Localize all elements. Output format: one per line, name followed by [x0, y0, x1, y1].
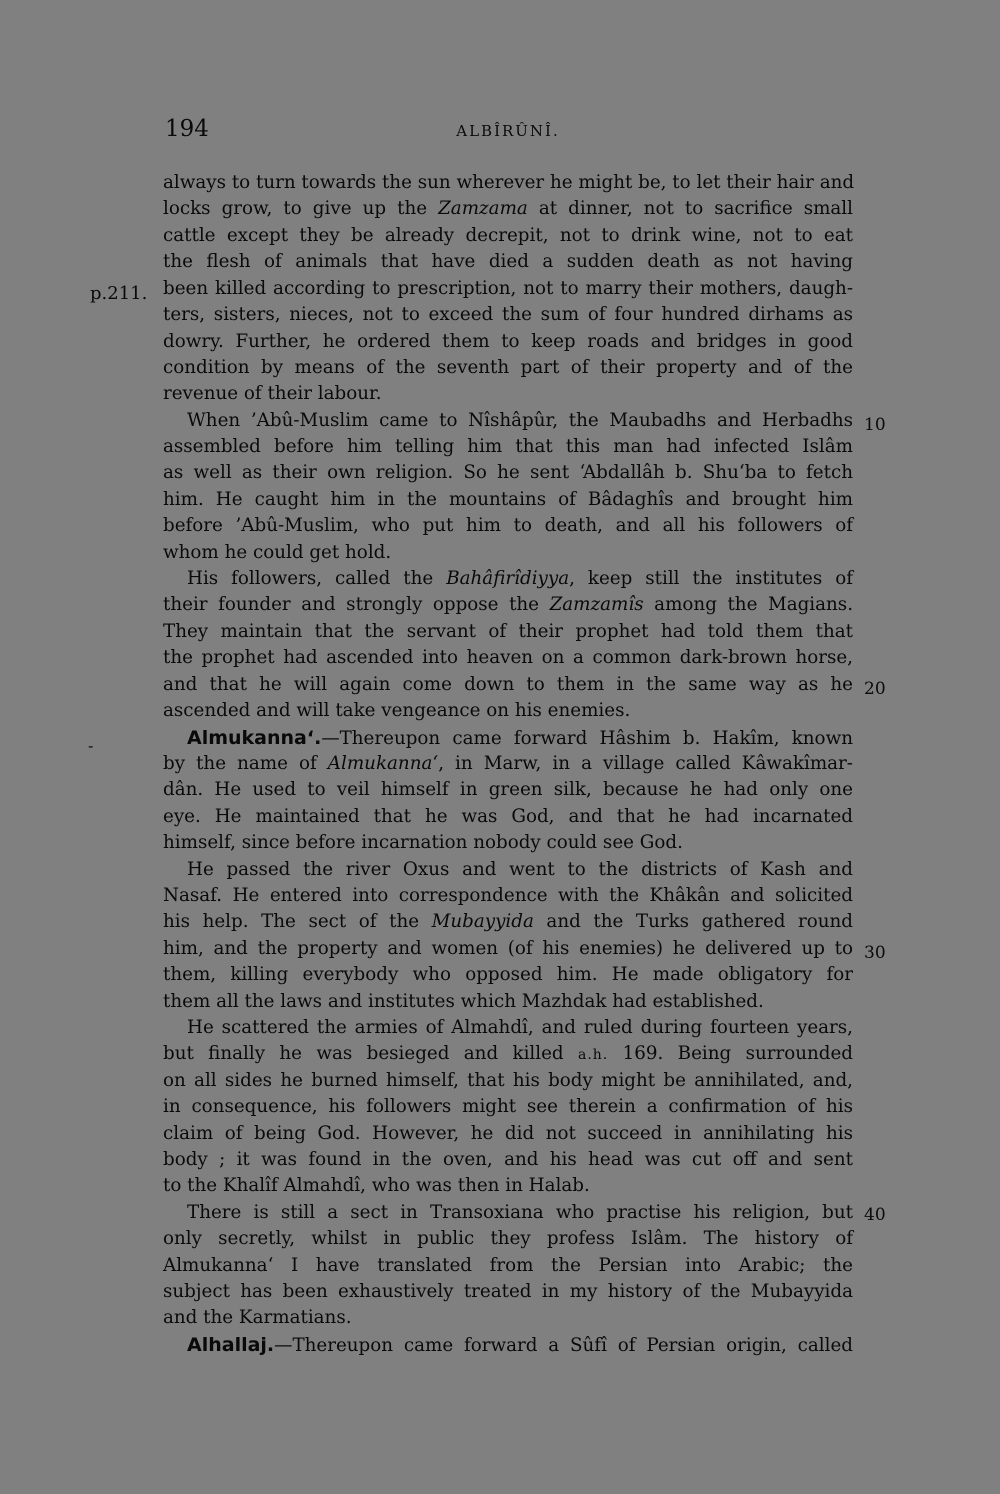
- text-line: whom he could get hold.: [163, 542, 392, 563]
- text-line: His followers, called the Bahâfirîdiyya, keep still the institutes of: [187, 568, 853, 589]
- text-line: by the name of Almukanna‘, in Marw, in a village called Kâwakîmar-: [163, 753, 853, 774]
- section-heading-almukanna: Almukanna‘.: [187, 727, 322, 749]
- text-line: and that he will again come down to them in the same way as he: [163, 674, 853, 695]
- running-head: ALBÎRÛNÎ.: [456, 122, 560, 140]
- text-line: Almukanna‘ I have translated from the Persian into Arabic; the: [163, 1255, 853, 1276]
- text-line: and the Karmatians.: [163, 1307, 352, 1328]
- text-line: When ’Abû-Muslim came to Nîshâpûr, the Maubadhs and Herbadhs: [187, 410, 853, 431]
- text-line: him. He caught him in the mountains of Bâdaghîs and brought him: [163, 489, 853, 510]
- section-heading-alhallaj: Alhallaj.: [187, 1334, 275, 1356]
- text-line: cattle except they be already decrepit, not to drink wine, not to eat: [163, 225, 853, 246]
- text-line: himself, since before incarnation nobody could see God.: [163, 832, 683, 853]
- text-line: to the Khalîf Almahdî, who was then in Halab.: [163, 1175, 590, 1196]
- text-line: Nasaf. He entered into correspondence with the Khâkân and solicited: [163, 885, 853, 906]
- line-number-30: 30: [864, 943, 886, 963]
- italic-term: Mubayyida: [431, 911, 534, 932]
- italic-term: Bahâfirîdiyya: [446, 568, 570, 589]
- text-line: They maintain that the servant of their prophet had told them that: [163, 621, 853, 642]
- text-line: the prophet had ascended into heaven on a common dark-brown horse,: [163, 647, 853, 668]
- italic-term: Zamzama: [438, 198, 528, 219]
- text-line: Alhallaj.—Thereupon came forward a Sûfî of Persian origin, called: [187, 1334, 853, 1356]
- text-line: condition by means of the seventh part of their property and of the: [163, 357, 853, 378]
- line-number-20: 20: [864, 679, 886, 699]
- text-line: their founder and strongly oppose the Zamzamîs among the Magians.: [163, 594, 854, 615]
- line-number-40: 40: [864, 1205, 886, 1225]
- text-line: but finally he was besieged and killed a.h. 169. Being surrounded: [163, 1043, 853, 1064]
- text-line: been killed according to prescription, not to marry their mothers, daugh-: [163, 278, 853, 299]
- text-line: body ; it was found in the oven, and his head was cut off and sent: [163, 1149, 853, 1170]
- text-line: Almukanna‘.—Thereupon came forward Hâshim b. Hakîm, known: [187, 727, 853, 749]
- text-line: He scattered the armies of Almahdî, and ruled during fourteen years,: [187, 1017, 853, 1038]
- text-line: claim of being God. However, he did not succeed in annihilating his: [163, 1123, 853, 1144]
- text-line: the flesh of animals that have died a sudden death as not having: [163, 251, 853, 272]
- text-line: them, killing everybody who opposed him. He made obligatory for: [163, 964, 853, 985]
- text-line: dân. He used to veil himself in green silk, because he had only one: [163, 779, 853, 800]
- text-line: him, and the property and women (of his enemies) he delivered up to: [163, 938, 853, 959]
- text-line: subject has been exhaustively treated in my history of the Mubayyida: [163, 1281, 853, 1302]
- era-abbreviation: a.h.: [577, 1047, 609, 1063]
- margin-page-reference: p.211.: [90, 283, 148, 304]
- text-line: his help. The sect of the Mubayyida and the Turks gathered round: [163, 911, 853, 932]
- text-line: them all the laws and institutes which Mazhdak had established.: [163, 991, 764, 1012]
- text-line: He passed the river Oxus and went to the districts of Kash and: [187, 859, 853, 880]
- text-line: in consequence, his followers might see therein a confirmation of his: [163, 1096, 853, 1117]
- text-line: There is still a sect in Transoxiana who practise his religion, but: [187, 1202, 853, 1223]
- text-line: eye. He maintained that he was God, and that he had incarnated: [163, 806, 853, 827]
- text-line: on all sides he burned himself, that his body might be annihilated, and,: [163, 1070, 853, 1091]
- text-line: locks grow, to give up the Zamzama at dinner, not to sacrifice small: [163, 198, 854, 219]
- page-number: 194: [165, 116, 209, 142]
- text-line: always to turn towards the sun wherever he might be, to let their hair and: [163, 172, 855, 193]
- text-line: ters, sisters, nieces, not to exceed the sum of four hundred dirhams as: [163, 304, 853, 325]
- line-number-10: 10: [864, 415, 886, 435]
- text-line: assembled before him telling him that this man had infected Islâm: [163, 436, 853, 457]
- text-line: revenue of their labour.: [163, 383, 382, 404]
- page-header: [163, 116, 853, 146]
- italic-term: Almukanna‘: [327, 753, 439, 774]
- text-line: as well as their own religion. So he sent ‘Abdallâh b. Shu‘ba to fetch: [163, 462, 853, 483]
- text-line: dowry. Further, he ordered them to keep roads and bridges in good: [163, 331, 853, 352]
- text-line: ascended and will take vengeance on his enemies.: [163, 700, 631, 721]
- text-line: before ’Abû-Muslim, who put him to death, and all his followers of: [163, 515, 853, 536]
- text-line: only secretly, whilst in public they profess Islâm. The history of: [163, 1228, 853, 1249]
- margin-dash: -: [88, 736, 94, 755]
- italic-term: Zamzamîs: [549, 594, 644, 615]
